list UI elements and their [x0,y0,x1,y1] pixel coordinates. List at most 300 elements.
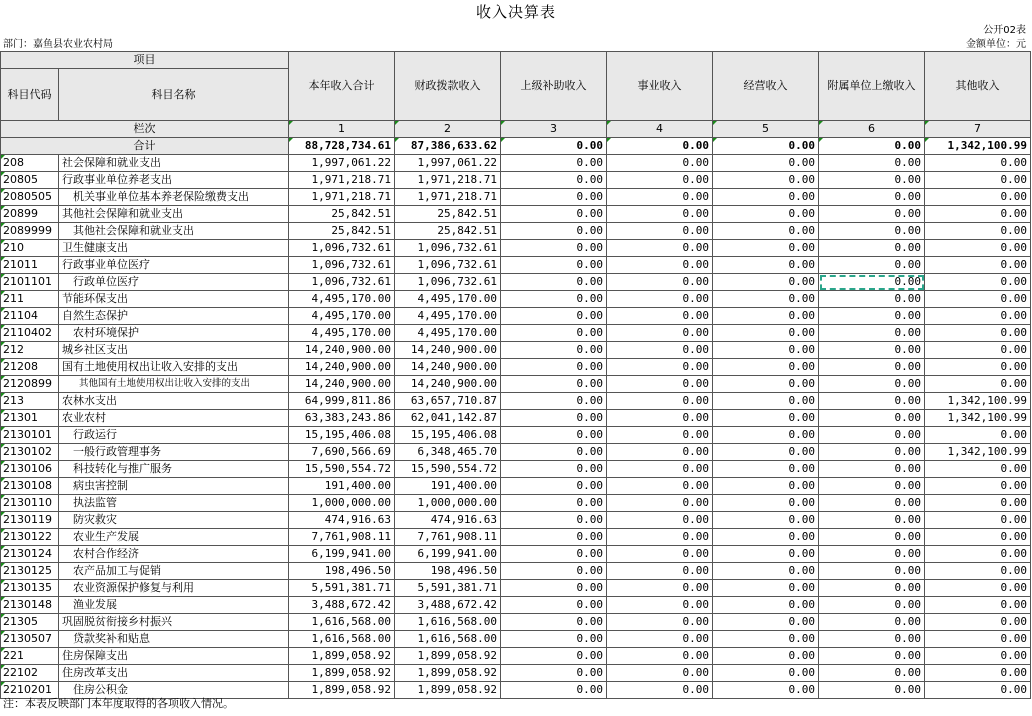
amount-cell-col-5[interactable]: 0.00 [713,580,819,597]
amount-cell-col-1[interactable]: 5,591,381.71 [289,580,395,597]
subject-name-cell[interactable]: 行政事业单位养老支出 [59,172,289,189]
amount-cell-col-2[interactable]: 1,899,058.92 [395,682,501,699]
subject-name-cell[interactable]: 农业生产发展 [59,529,289,546]
amount-cell-col-2[interactable]: 62,041,142.87 [395,410,501,427]
amount-cell-col-7[interactable]: 1,342,100.99 [925,393,1031,410]
amount-cell-col-7[interactable]: 0.00 [925,546,1031,563]
subject-name-cell[interactable]: 社会保障和就业支出 [59,155,289,172]
seq-7[interactable]: 7 [925,121,1031,138]
amount-cell-col-5[interactable]: 0.00 [713,342,819,359]
amount-cell-col-4[interactable]: 0.00 [607,631,713,648]
amount-cell-col-7[interactable]: 0.00 [925,648,1031,665]
amount-cell-col-3[interactable]: 0.00 [501,478,607,495]
amount-cell-col-2[interactable]: 1,096,732.61 [395,257,501,274]
amount-cell-col-4[interactable]: 0.00 [607,478,713,495]
amount-cell-col-5[interactable]: 0.00 [713,206,819,223]
amount-cell-col-4[interactable]: 0.00 [607,223,713,240]
amount-cell-col-4[interactable]: 0.00 [607,648,713,665]
amount-cell-col-3[interactable]: 0.00 [501,427,607,444]
seq-6[interactable]: 6 [819,121,925,138]
amount-cell-col-3[interactable]: 0.00 [501,206,607,223]
header-code[interactable]: 科目代码 [1,69,59,121]
amount-cell-col-5[interactable]: 0.00 [713,665,819,682]
header-col-5[interactable]: 经营收入 [713,52,819,121]
amount-cell-col-7[interactable]: 0.00 [925,206,1031,223]
amount-cell-col-3[interactable]: 0.00 [501,240,607,257]
amount-cell-col-2[interactable]: 1,616,568.00 [395,631,501,648]
amount-cell-col-1[interactable]: 63,383,243.86 [289,410,395,427]
subject-code-cell[interactable]: 210 [1,240,59,257]
subject-code-cell[interactable]: 2080505 [1,189,59,206]
subject-name-cell[interactable]: 执法监管 [59,495,289,512]
amount-cell-col-7[interactable]: 0.00 [925,682,1031,699]
amount-cell-col-7[interactable]: 0.00 [925,155,1031,172]
amount-cell-col-6[interactable]: 0.00 [819,274,925,291]
amount-cell-col-7[interactable]: 0.00 [925,427,1031,444]
total-value-7[interactable]: 1,342,100.99 [925,138,1031,155]
subject-name-cell[interactable]: 一般行政管理事务 [59,444,289,461]
amount-cell-col-7[interactable]: 0.00 [925,257,1031,274]
amount-cell-col-1[interactable]: 7,761,908.11 [289,529,395,546]
subject-name-cell[interactable]: 自然生态保护 [59,308,289,325]
amount-cell-col-4[interactable]: 0.00 [607,308,713,325]
subject-code-cell[interactable]: 2130148 [1,597,59,614]
amount-cell-col-7[interactable]: 0.00 [925,631,1031,648]
subject-name-cell[interactable]: 其他社会保障和就业支出 [59,206,289,223]
subject-code-cell[interactable]: 2120899 [1,376,59,393]
amount-cell-col-6[interactable]: 0.00 [819,359,925,376]
subject-code-cell[interactable]: 2130119 [1,512,59,529]
amount-cell-col-2[interactable]: 14,240,900.00 [395,376,501,393]
amount-cell-col-5[interactable]: 0.00 [713,308,819,325]
amount-cell-col-5[interactable]: 0.00 [713,223,819,240]
amount-cell-col-1[interactable]: 1,000,000.00 [289,495,395,512]
amount-cell-col-1[interactable]: 64,999,811.86 [289,393,395,410]
amount-cell-col-7[interactable]: 0.00 [925,461,1031,478]
subject-name-cell[interactable]: 巩固脱贫衔接乡村振兴 [59,614,289,631]
amount-cell-col-6[interactable]: 0.00 [819,257,925,274]
amount-cell-col-4[interactable]: 0.00 [607,444,713,461]
amount-cell-col-3[interactable]: 0.00 [501,546,607,563]
amount-cell-col-3[interactable]: 0.00 [501,393,607,410]
amount-cell-col-2[interactable]: 6,348,465.70 [395,444,501,461]
subject-name-cell[interactable]: 行政单位医疗 [59,274,289,291]
amount-cell-col-5[interactable]: 0.00 [713,274,819,291]
amount-cell-col-2[interactable]: 1,096,732.61 [395,240,501,257]
subject-code-cell[interactable]: 2130102 [1,444,59,461]
amount-cell-col-3[interactable]: 0.00 [501,223,607,240]
amount-cell-col-1[interactable]: 14,240,900.00 [289,342,395,359]
amount-cell-col-2[interactable]: 1,899,058.92 [395,648,501,665]
amount-cell-col-1[interactable]: 474,916.63 [289,512,395,529]
amount-cell-col-4[interactable]: 0.00 [607,427,713,444]
amount-cell-col-7[interactable]: 0.00 [925,512,1031,529]
amount-cell-col-5[interactable]: 0.00 [713,614,819,631]
amount-cell-col-2[interactable]: 1,971,218.71 [395,189,501,206]
amount-cell-col-1[interactable]: 1,899,058.92 [289,682,395,699]
amount-cell-col-2[interactable]: 15,195,406.08 [395,427,501,444]
amount-cell-col-7[interactable]: 0.00 [925,597,1031,614]
amount-cell-col-4[interactable]: 0.00 [607,682,713,699]
amount-cell-col-1[interactable]: 25,842.51 [289,223,395,240]
subject-code-cell[interactable]: 211 [1,291,59,308]
amount-cell-col-3[interactable]: 0.00 [501,342,607,359]
amount-cell-col-3[interactable]: 0.00 [501,291,607,308]
subject-code-cell[interactable]: 2089999 [1,223,59,240]
amount-cell-col-3[interactable]: 0.00 [501,580,607,597]
amount-cell-col-5[interactable]: 0.00 [713,444,819,461]
amount-cell-col-6[interactable]: 0.00 [819,240,925,257]
amount-cell-col-6[interactable]: 0.00 [819,342,925,359]
amount-cell-col-3[interactable]: 0.00 [501,325,607,342]
amount-cell-col-7[interactable]: 0.00 [925,274,1031,291]
amount-cell-col-6[interactable]: 0.00 [819,172,925,189]
amount-cell-col-6[interactable]: 0.00 [819,665,925,682]
subject-name-cell[interactable]: 住房公积金 [59,682,289,699]
amount-cell-col-7[interactable]: 0.00 [925,478,1031,495]
subject-name-cell[interactable]: 农业资源保护修复与利用 [59,580,289,597]
amount-cell-col-3[interactable]: 0.00 [501,461,607,478]
amount-cell-col-1[interactable]: 1,616,568.00 [289,614,395,631]
total-label[interactable]: 合计 [1,138,289,155]
amount-cell-col-1[interactable]: 15,195,406.08 [289,427,395,444]
amount-cell-col-7[interactable]: 0.00 [925,223,1031,240]
subject-code-cell[interactable]: 2130125 [1,563,59,580]
amount-cell-col-6[interactable]: 0.00 [819,648,925,665]
amount-cell-col-3[interactable]: 0.00 [501,189,607,206]
subject-name-cell[interactable]: 农村环境保护 [59,325,289,342]
amount-cell-col-4[interactable]: 0.00 [607,580,713,597]
amount-cell-col-7[interactable]: 0.00 [925,376,1031,393]
amount-cell-col-2[interactable]: 4,495,170.00 [395,291,501,308]
subject-code-cell[interactable]: 2130135 [1,580,59,597]
amount-cell-col-6[interactable]: 0.00 [819,189,925,206]
amount-cell-col-2[interactable]: 191,400.00 [395,478,501,495]
subject-name-cell[interactable]: 机关事业单位基本养老保险缴费支出 [59,189,289,206]
amount-cell-col-1[interactable]: 4,495,170.00 [289,308,395,325]
amount-cell-col-4[interactable]: 0.00 [607,461,713,478]
total-value-4[interactable]: 0.00 [607,138,713,155]
subject-code-cell[interactable]: 2130507 [1,631,59,648]
seq-5[interactable]: 5 [713,121,819,138]
subject-code-cell[interactable]: 208 [1,155,59,172]
subject-code-cell[interactable]: 21305 [1,614,59,631]
amount-cell-col-4[interactable]: 0.00 [607,291,713,308]
amount-cell-col-7[interactable]: 0.00 [925,359,1031,376]
subject-name-cell[interactable]: 病虫害控制 [59,478,289,495]
amount-cell-col-3[interactable]: 0.00 [501,308,607,325]
amount-cell-col-6[interactable]: 0.00 [819,461,925,478]
subject-name-cell[interactable]: 卫生健康支出 [59,240,289,257]
amount-cell-col-6[interactable]: 0.00 [819,614,925,631]
subject-name-cell[interactable]: 城乡社区支出 [59,342,289,359]
amount-cell-col-5[interactable]: 0.00 [713,682,819,699]
amount-cell-col-3[interactable]: 0.00 [501,648,607,665]
subject-name-cell[interactable]: 住房保障支出 [59,648,289,665]
amount-cell-col-5[interactable]: 0.00 [713,155,819,172]
amount-cell-col-7[interactable]: 1,342,100.99 [925,444,1031,461]
subject-code-cell[interactable]: 21011 [1,257,59,274]
subject-name-cell[interactable]: 住房改革支出 [59,665,289,682]
amount-cell-col-6[interactable]: 0.00 [819,546,925,563]
seq-label[interactable]: 栏次 [1,121,289,138]
header-col-1[interactable]: 本年收入合计 [289,52,395,121]
subject-code-cell[interactable]: 2101101 [1,274,59,291]
total-value-5[interactable]: 0.00 [713,138,819,155]
amount-cell-col-7[interactable]: 0.00 [925,495,1031,512]
header-project[interactable]: 项目 [1,52,289,69]
amount-cell-col-6[interactable]: 0.00 [819,563,925,580]
amount-cell-col-2[interactable]: 25,842.51 [395,206,501,223]
subject-code-cell[interactable]: 21104 [1,308,59,325]
subject-code-cell[interactable]: 21208 [1,359,59,376]
amount-cell-col-5[interactable]: 0.00 [713,495,819,512]
subject-name-cell[interactable]: 行政运行 [59,427,289,444]
amount-cell-col-7[interactable]: 0.00 [925,308,1031,325]
amount-cell-col-6[interactable]: 0.00 [819,308,925,325]
amount-cell-col-6[interactable]: 0.00 [819,580,925,597]
amount-cell-col-5[interactable]: 0.00 [713,291,819,308]
amount-cell-col-4[interactable]: 0.00 [607,359,713,376]
amount-cell-col-5[interactable]: 0.00 [713,376,819,393]
amount-cell-col-2[interactable]: 1,971,218.71 [395,172,501,189]
subject-code-cell[interactable]: 22102 [1,665,59,682]
amount-cell-col-1[interactable]: 1,899,058.92 [289,648,395,665]
seq-1[interactable]: 1 [289,121,395,138]
amount-cell-col-2[interactable]: 14,240,900.00 [395,359,501,376]
amount-cell-col-5[interactable]: 0.00 [713,410,819,427]
total-value-6[interactable]: 0.00 [819,138,925,155]
amount-cell-col-3[interactable]: 0.00 [501,614,607,631]
amount-cell-col-1[interactable]: 1,096,732.61 [289,257,395,274]
header-col-4[interactable]: 事业收入 [607,52,713,121]
amount-cell-col-3[interactable]: 0.00 [501,155,607,172]
amount-cell-col-2[interactable]: 15,590,554.72 [395,461,501,478]
amount-cell-col-1[interactable]: 1,899,058.92 [289,665,395,682]
amount-cell-col-4[interactable]: 0.00 [607,172,713,189]
amount-cell-col-2[interactable]: 1,616,568.00 [395,614,501,631]
seq-2[interactable]: 2 [395,121,501,138]
amount-cell-col-1[interactable]: 1,997,061.22 [289,155,395,172]
amount-cell-col-6[interactable]: 0.00 [819,410,925,427]
amount-cell-col-2[interactable]: 474,916.63 [395,512,501,529]
amount-cell-col-2[interactable]: 14,240,900.00 [395,342,501,359]
amount-cell-col-5[interactable]: 0.00 [713,257,819,274]
amount-cell-col-4[interactable]: 0.00 [607,155,713,172]
amount-cell-col-7[interactable]: 0.00 [925,291,1031,308]
amount-cell-col-7[interactable]: 1,342,100.99 [925,410,1031,427]
amount-cell-col-4[interactable]: 0.00 [607,274,713,291]
amount-cell-col-4[interactable]: 0.00 [607,512,713,529]
amount-cell-col-7[interactable]: 0.00 [925,325,1031,342]
amount-cell-col-6[interactable]: 0.00 [819,155,925,172]
subject-name-cell[interactable]: 国有土地使用权出让收入安排的支出 [59,359,289,376]
amount-cell-col-2[interactable]: 3,488,672.42 [395,597,501,614]
amount-cell-col-3[interactable]: 0.00 [501,444,607,461]
amount-cell-col-2[interactable]: 198,496.50 [395,563,501,580]
subject-code-cell[interactable]: 2130106 [1,461,59,478]
subject-code-cell[interactable]: 2130124 [1,546,59,563]
amount-cell-col-3[interactable]: 0.00 [501,512,607,529]
amount-cell-col-2[interactable]: 7,761,908.11 [395,529,501,546]
amount-cell-col-6[interactable]: 0.00 [819,393,925,410]
amount-cell-col-4[interactable]: 0.00 [607,614,713,631]
seq-3[interactable]: 3 [501,121,607,138]
amount-cell-col-3[interactable]: 0.00 [501,631,607,648]
subject-code-cell[interactable]: 2210201 [1,682,59,699]
seq-4[interactable]: 4 [607,121,713,138]
subject-name-cell[interactable]: 渔业发展 [59,597,289,614]
amount-cell-col-1[interactable]: 14,240,900.00 [289,376,395,393]
subject-code-cell[interactable]: 221 [1,648,59,665]
subject-name-cell[interactable]: 农村合作经济 [59,546,289,563]
header-col-3[interactable]: 上级补助收入 [501,52,607,121]
subject-code-cell[interactable]: 2110402 [1,325,59,342]
amount-cell-col-1[interactable]: 14,240,900.00 [289,359,395,376]
amount-cell-col-7[interactable]: 0.00 [925,614,1031,631]
subject-name-cell[interactable]: 科技转化与推广服务 [59,461,289,478]
header-col-6[interactable]: 附属单位上缴收入 [819,52,925,121]
amount-cell-col-5[interactable]: 0.00 [713,359,819,376]
header-col-2[interactable]: 财政拨款收入 [395,52,501,121]
amount-cell-col-7[interactable]: 0.00 [925,665,1031,682]
amount-cell-col-2[interactable]: 5,591,381.71 [395,580,501,597]
amount-cell-col-7[interactable]: 0.00 [925,240,1031,257]
amount-cell-col-5[interactable]: 0.00 [713,240,819,257]
amount-cell-col-1[interactable]: 1,096,732.61 [289,240,395,257]
amount-cell-col-7[interactable]: 0.00 [925,580,1031,597]
amount-cell-col-6[interactable]: 0.00 [819,512,925,529]
subject-code-cell[interactable]: 2130110 [1,495,59,512]
amount-cell-col-4[interactable]: 0.00 [607,325,713,342]
amount-cell-col-2[interactable]: 25,842.51 [395,223,501,240]
amount-cell-col-6[interactable]: 0.00 [819,495,925,512]
amount-cell-col-6[interactable]: 0.00 [819,682,925,699]
subject-code-cell[interactable]: 2130122 [1,529,59,546]
amount-cell-col-3[interactable]: 0.00 [501,376,607,393]
subject-code-cell[interactable]: 2130101 [1,427,59,444]
subject-code-cell[interactable]: 2130108 [1,478,59,495]
amount-cell-col-3[interactable]: 0.00 [501,410,607,427]
amount-cell-col-5[interactable]: 0.00 [713,172,819,189]
amount-cell-col-6[interactable]: 0.00 [819,376,925,393]
subject-code-cell[interactable]: 213 [1,393,59,410]
amount-cell-col-1[interactable]: 15,590,554.72 [289,461,395,478]
amount-cell-col-5[interactable]: 0.00 [713,563,819,580]
amount-cell-col-4[interactable]: 0.00 [607,206,713,223]
amount-cell-col-4[interactable]: 0.00 [607,597,713,614]
total-value-1[interactable]: 88,728,734.61 [289,138,395,155]
amount-cell-col-1[interactable]: 3,488,672.42 [289,597,395,614]
amount-cell-col-2[interactable]: 6,199,941.00 [395,546,501,563]
amount-cell-col-4[interactable]: 0.00 [607,665,713,682]
amount-cell-col-2[interactable]: 1,096,732.61 [395,274,501,291]
amount-cell-col-2[interactable]: 1,997,061.22 [395,155,501,172]
amount-cell-col-4[interactable]: 0.00 [607,342,713,359]
subject-name-cell[interactable]: 行政事业单位医疗 [59,257,289,274]
amount-cell-col-6[interactable]: 0.00 [819,444,925,461]
subject-name-cell[interactable]: 贷款奖补和贴息 [59,631,289,648]
amount-cell-col-1[interactable]: 1,616,568.00 [289,631,395,648]
amount-cell-col-3[interactable]: 0.00 [501,495,607,512]
amount-cell-col-4[interactable]: 0.00 [607,546,713,563]
amount-cell-col-2[interactable]: 4,495,170.00 [395,325,501,342]
amount-cell-col-5[interactable]: 0.00 [713,478,819,495]
amount-cell-col-3[interactable]: 0.00 [501,682,607,699]
amount-cell-col-4[interactable]: 0.00 [607,529,713,546]
total-value-3[interactable]: 0.00 [501,138,607,155]
amount-cell-col-5[interactable]: 0.00 [713,325,819,342]
amount-cell-col-1[interactable]: 198,496.50 [289,563,395,580]
amount-cell-col-4[interactable]: 0.00 [607,495,713,512]
amount-cell-col-3[interactable]: 0.00 [501,257,607,274]
amount-cell-col-3[interactable]: 0.00 [501,563,607,580]
amount-cell-col-4[interactable]: 0.00 [607,189,713,206]
amount-cell-col-5[interactable]: 0.00 [713,529,819,546]
subject-name-cell[interactable]: 其他国有土地使用权出让收入安排的支出 [59,376,289,393]
amount-cell-col-1[interactable]: 6,199,941.00 [289,546,395,563]
subject-name-cell[interactable]: 农产品加工与促销 [59,563,289,580]
amount-cell-col-7[interactable]: 0.00 [925,529,1031,546]
amount-cell-col-2[interactable]: 1,899,058.92 [395,665,501,682]
subject-name-cell[interactable]: 农业农村 [59,410,289,427]
subject-name-cell[interactable]: 农林水支出 [59,393,289,410]
amount-cell-col-6[interactable]: 0.00 [819,478,925,495]
amount-cell-col-4[interactable]: 0.00 [607,240,713,257]
amount-cell-col-5[interactable]: 0.00 [713,393,819,410]
amount-cell-col-7[interactable]: 0.00 [925,172,1031,189]
amount-cell-col-6[interactable]: 0.00 [819,223,925,240]
amount-cell-col-5[interactable]: 0.00 [713,461,819,478]
amount-cell-col-3[interactable]: 0.00 [501,665,607,682]
amount-cell-col-3[interactable]: 0.00 [501,359,607,376]
amount-cell-col-4[interactable]: 0.00 [607,410,713,427]
amount-cell-col-4[interactable]: 0.00 [607,376,713,393]
subject-name-cell[interactable]: 防灾救灾 [59,512,289,529]
subject-code-cell[interactable]: 20899 [1,206,59,223]
amount-cell-col-5[interactable]: 0.00 [713,597,819,614]
amount-cell-col-2[interactable]: 4,495,170.00 [395,308,501,325]
subject-name-cell[interactable]: 其他社会保障和就业支出 [59,223,289,240]
amount-cell-col-4[interactable]: 0.00 [607,257,713,274]
amount-cell-col-5[interactable]: 0.00 [713,189,819,206]
amount-cell-col-3[interactable]: 0.00 [501,172,607,189]
header-name[interactable]: 科目名称 [59,69,289,121]
amount-cell-col-5[interactable]: 0.00 [713,631,819,648]
amount-cell-col-6[interactable]: 0.00 [819,427,925,444]
amount-cell-col-6[interactable]: 0.00 [819,631,925,648]
amount-cell-col-1[interactable]: 1,096,732.61 [289,274,395,291]
total-value-2[interactable]: 87,386,633.62 [395,138,501,155]
amount-cell-col-7[interactable]: 0.00 [925,342,1031,359]
amount-cell-col-6[interactable]: 0.00 [819,325,925,342]
header-col-7[interactable]: 其他收入 [925,52,1031,121]
amount-cell-col-2[interactable]: 1,000,000.00 [395,495,501,512]
amount-cell-col-1[interactable]: 1,971,218.71 [289,172,395,189]
amount-cell-col-1[interactable]: 25,842.51 [289,206,395,223]
amount-cell-col-5[interactable]: 0.00 [713,546,819,563]
amount-cell-col-7[interactable]: 0.00 [925,563,1031,580]
amount-cell-col-2[interactable]: 63,657,710.87 [395,393,501,410]
amount-cell-col-3[interactable]: 0.00 [501,529,607,546]
amount-cell-col-5[interactable]: 0.00 [713,648,819,665]
amount-cell-col-1[interactable]: 1,971,218.71 [289,189,395,206]
amount-cell-col-7[interactable]: 0.00 [925,189,1031,206]
amount-cell-col-6[interactable]: 0.00 [819,597,925,614]
amount-cell-col-5[interactable]: 0.00 [713,427,819,444]
amount-cell-col-6[interactable]: 0.00 [819,529,925,546]
subject-name-cell[interactable]: 节能环保支出 [59,291,289,308]
